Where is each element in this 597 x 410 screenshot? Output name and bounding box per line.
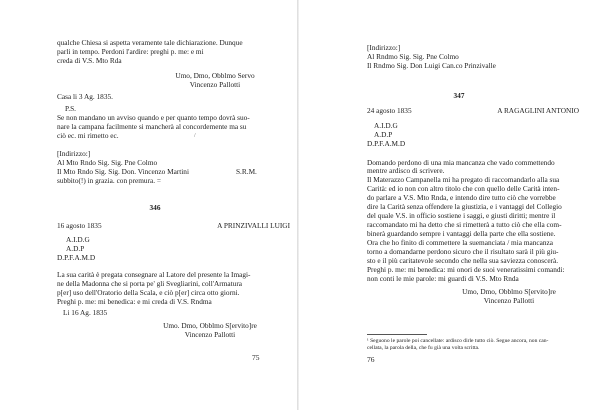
address-line: subbito(!) in grazia. con premura. =	[57, 176, 162, 185]
body-line: Preghi p. me: mi benedica: mi onori de suoi veneratissimi comandi:	[367, 265, 565, 274]
signature-name: Vincenzo Pallotti	[483, 296, 535, 305]
closing-text-line: parli in tempo. Perdoni l'ardire: preghi p. me: e mi	[57, 47, 204, 56]
left-page	[0, 0, 298, 410]
body-line: Ora che ho finito di commettere la suemanciata / mia mancanza	[367, 238, 553, 247]
body-line: sto e il più caritatevole secondo che nella sua saviezza conoscerà.	[367, 256, 559, 265]
invocation-line: A.I.D.G	[66, 235, 90, 244]
ps-text-line: Se non mandano un avviso quando e per quanto tempo dovrà suo-	[57, 113, 250, 122]
footnote-rule	[367, 334, 427, 335]
ps-text-line: ciò ec. mi rimetto ec.	[57, 131, 119, 140]
body-line: Preghi p. me: mi benedica: e mi creda di V.S. Rndma	[57, 297, 212, 306]
letter-number: 347	[453, 91, 465, 100]
place-date: Casa li 3 Ag. 1835.	[57, 92, 113, 101]
invocation-line: D.P.F.A.M.D	[57, 253, 96, 262]
body-line: Domando perdono di una mia mancanza che vado commettendo	[367, 158, 555, 167]
body-line: La sua carità è pregata consegnare al Latore del presente la Imagi-	[57, 270, 251, 279]
signature-line: Umo. Dmo, Obblmo S[ervito]re	[163, 321, 257, 330]
body-line: non conti le mie parole: mi guardi di V.S. Mto Rnda	[367, 274, 519, 283]
page-number: 75	[252, 353, 260, 362]
body-line: p[er] uso dell'Oratorio della Scala, e ciò p[er] circa otto giorni.	[57, 288, 240, 297]
letter-date: 24 agosto 1835	[367, 106, 412, 115]
invocation-line: A.D.P	[66, 244, 85, 253]
body-line: del quale V.S. in officio sostiene i saggi, e giusti diritti; mentre il	[367, 211, 556, 220]
invocation-line: D.P.F.A.M.D	[367, 139, 406, 148]
address-abbrev: S.R.M.	[236, 167, 257, 176]
letter-date: 16 agosto 1835	[57, 221, 102, 230]
ps-label: P.S.	[65, 104, 76, 113]
letter-recipient: A PRINZIVALLI LUIGI	[217, 221, 290, 230]
address-label: [Indirizzo:]	[57, 149, 91, 158]
body-line: ne della Madonna che si porta pe' gli Svegliarini, coll'Armatura	[57, 279, 242, 288]
body-line: binerà guardando sempre i vantaggi della parte che ella sostiene.	[367, 229, 556, 238]
address-line: Al Rndmo Sig. Sig. Pne Colmo	[367, 52, 459, 61]
address-line: Il Mto Rndo Sig. Sig. Don. Vincenzo Martini	[57, 167, 189, 176]
letter-number: 346	[149, 203, 161, 212]
body-line: Carità: ed io non con altro titolo che con quello delle Carità inten-	[367, 184, 560, 193]
body-line: dire la Carità senza offendere la giustizia, e i vantaggi del Collegio	[367, 202, 562, 211]
signature-line: Umo, Dmo, Obblmo S[ervito]re	[462, 287, 556, 296]
footnote-line: ¹ Seguono le parole poi cancellate: ardisco dirle tutto ciò. Segue ancora, non can-	[367, 338, 549, 344]
address-label: [Indirizzo:]	[367, 43, 401, 52]
closing-signature-line: Umo, Dmo, Obblmo Servo	[175, 71, 255, 80]
body-line: torno a domandarne perdono sicuro che il risultato sarà il più giu-	[367, 247, 559, 256]
address-line: Il Rndmo Sig. Don Luigi Can.co Prinzivalle	[367, 61, 496, 70]
address-line: Al Mto Rndo Sig. Sig. Pne Colmo	[57, 158, 158, 167]
ps-text-line: nare la campana facilmente si mancherà al concordemente ma su	[57, 122, 247, 131]
signature-name: Vincenzo Pallotti	[184, 330, 236, 339]
letter-recipient: A RAGAGLINI ANTONIO	[497, 106, 579, 115]
closing-text-line: qualche Chiesa si aspetta veramente tale dichiarazione. Dunque	[57, 38, 243, 47]
editorial-mark: /	[194, 133, 196, 139]
footnote-line: cellata, la parola della, che fu già una volta scritta.	[367, 345, 480, 351]
date-line: Li 16 Ag. 1835	[63, 308, 108, 317]
closing-text-line: creda di V.S. Mto Rda	[57, 56, 122, 65]
right-page	[299, 0, 597, 410]
closing-signature-name: Vincenzo Pallotti	[189, 80, 241, 89]
body-line: raccomandato mi ha detto che si rimetterà a tutto ciò che ella com-	[367, 220, 562, 229]
body-line: do parlare a V.S. Mto Rnda, e intendo dire tutto ciò che vorrebbe	[367, 193, 556, 202]
invocation-line: A.I.D.G	[374, 121, 398, 130]
invocation-line: A.D.P	[374, 130, 393, 139]
body-line: Il Materazzo Campanella mi ha pregato di raccomandarlo alla sua	[367, 175, 560, 184]
body-line: mentre ardisco di scrivere.	[367, 166, 445, 175]
page-number: 76	[367, 355, 375, 364]
